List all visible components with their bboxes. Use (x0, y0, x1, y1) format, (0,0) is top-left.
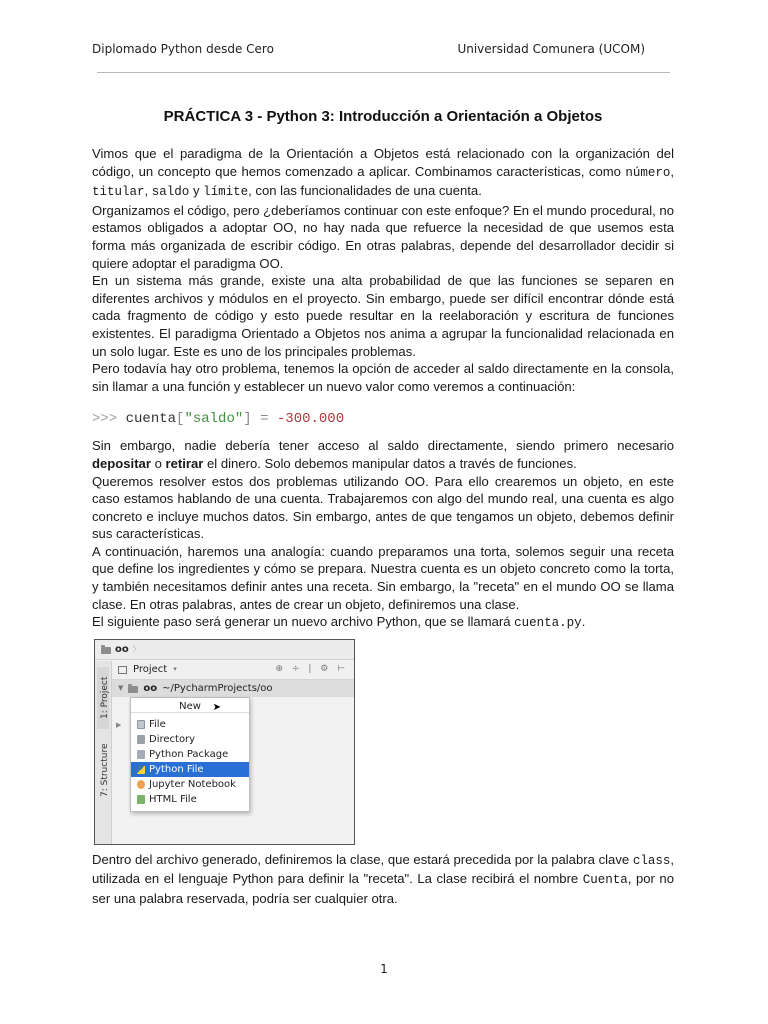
inline-code-titular: titular (92, 185, 145, 200)
code-value: -300.000 (276, 411, 345, 428)
side-tab-project[interactable]: 1: Project (97, 667, 109, 729)
paragraph-7: A continuación, haremos una analogía: cuando preparamos una torta, solemos seguir una receta que define los ingredientes y cómo se prepara. Nuestra cuenta es un objeto concreto como la torta, y también necesitamos definir antes una receta. Sin embargo, la "receta" en el mundo OO se llama clase. En otras palabras, antes de crear un objeto, definiremos una clase. (92, 543, 674, 612)
paragraph-text: y (189, 183, 204, 199)
document-body (92, 145, 674, 908)
code-bracket-open: [ (176, 411, 185, 428)
menu-header-label: New (179, 700, 201, 712)
paragraph-text: , (144, 183, 152, 199)
paragraph-8 (92, 613, 674, 633)
inline-code-limite: límite (203, 185, 249, 200)
paragraph-9 (92, 851, 674, 908)
paragraph-text: Vimos que el paradigma de la Orientación a Objetos está relacionado con la organización del código, un concepto que hemos comenzado a aplicar. Combinamos características, como (92, 146, 674, 179)
ide-side-panel (95, 661, 112, 844)
paragraph-text: el dinero. Solo debemos manipular datos a través de funciones. (203, 455, 577, 471)
breadcrumb-folder-name: oo (115, 643, 129, 655)
code-identifier: cuenta (125, 411, 177, 428)
document-title: PRÁCTICA 3 - Python 3: Introducción a Orientación a Objetos (163, 108, 603, 125)
inline-code-class: class (632, 853, 671, 868)
project-view-label[interactable]: Project (133, 664, 168, 676)
inline-code-filename: cuenta.py (514, 616, 582, 631)
paragraph-text: , con las funcionalidades de una cuenta. (248, 183, 482, 199)
code-assign: = (251, 411, 277, 428)
package-icon (137, 750, 145, 759)
folder-icon (101, 647, 111, 654)
header-left-text: Diplomado Python desde Cero (92, 42, 274, 56)
project-toolbar (112, 661, 354, 680)
page-header (92, 42, 645, 56)
collapsed-arrow-icon[interactable]: ▶ (116, 720, 122, 729)
menu-header-new (131, 698, 249, 713)
paragraph-text: Sin embargo, nadie debería tener acceso al saldo directamente, siendo primero necesario (92, 438, 674, 454)
paragraph-text: El siguiente paso será generar un nuevo archivo Python, que se llamará (92, 614, 515, 630)
inline-code-saldo: saldo (151, 185, 190, 200)
code-snippet (92, 410, 674, 428)
root-folder-name: oo (143, 682, 158, 694)
menu-item-label: Jupyter Notebook (149, 778, 236, 790)
html-file-icon (137, 795, 145, 804)
side-tab-structure[interactable]: 7: Structure (100, 743, 110, 797)
paragraph-text: , (670, 163, 674, 179)
dropdown-icon[interactable]: ▾ (173, 665, 177, 674)
inline-code-cuenta: Cuenta (582, 873, 628, 888)
toolbar-actions-icon[interactable]: ⊕ ÷ | ⚙ ⊢ (275, 664, 348, 675)
menu-item-label: HTML File (149, 793, 197, 805)
page-number: 1 (380, 962, 388, 976)
paragraph-2: Organizamos el código, pero ¿deberíamos continuar con este enfoque? En el mundo procedural, no estamos obligados a adoptar OO, no hay nada que refuerce la necesidad de que usemos esta forma más organizada de escribir código. En otras palabras, depende del desarrollador decidir si quiere adoptar el paradigma OO. (92, 202, 674, 271)
project-root-row[interactable] (112, 680, 354, 697)
menu-item-html-file[interactable] (131, 792, 249, 807)
menu-item-label: Python Package (149, 748, 229, 760)
expand-arrow-icon[interactable]: ▼ (118, 683, 124, 692)
inline-code-numero: número (625, 165, 671, 180)
paragraph-4: Pero todavía hay otro problema, tenemos la opción de acceder al saldo directamente en la consola, sin llamar a una función y establecer un nuevo valor como veremos a continuación: (92, 361, 674, 394)
menu-item-label: File (149, 718, 166, 730)
mouse-cursor-icon: ➤ (212, 701, 221, 713)
paragraph-text: , utilizada en el lenguaje Python para definir la "receta". La clase recibirá el nombre (92, 851, 674, 887)
paragraph-5 (92, 437, 674, 472)
ide-screenshot (94, 639, 355, 845)
paragraph-text: Dentro del archivo generado, definiremos la clase, que estará precedida por la palabra clave (92, 851, 633, 867)
bold-retirar: retirar (165, 455, 204, 471)
folder-icon (128, 686, 138, 693)
header-right-text: Universidad Comunera (UCOM) (457, 42, 645, 56)
ide-breadcrumb (95, 640, 354, 660)
paragraph-6: Queremos resolver estos dos problemas utilizando OO. Para ello crearemos un objeto, en este caso estamos hablando de una cuenta. Trabajaremos con algo del mundo real, una cuenta es algo concreto e incluye muchos datos. Sin embargo, antes de que tengamos un objeto, debemos definir sus características. (92, 473, 674, 542)
project-icon (118, 666, 127, 674)
chevron-right-icon: 〉 (132, 644, 140, 653)
code-prompt: >>> (92, 411, 118, 428)
header-divider (97, 72, 670, 73)
new-context-menu (130, 697, 250, 812)
file-icon (137, 720, 145, 729)
code-string: "saldo" (184, 411, 244, 428)
jupyter-icon (137, 780, 145, 789)
code-bracket-close: ] (243, 411, 252, 428)
paragraph-text: , por no ser una palabra reservada, podría ser cualquier otra. (92, 871, 675, 907)
menu-item-label: Python File (149, 763, 204, 775)
menu-item-label: Directory (149, 733, 196, 745)
bold-depositar: depositar (92, 455, 151, 471)
python-icon (137, 765, 145, 774)
paragraph-1 (92, 145, 674, 202)
root-folder-path: ~/PycharmProjects/oo (162, 682, 273, 694)
paragraph-text: . (581, 614, 586, 630)
paragraph-3: En un sistema más grande, existe una alta probabilidad de que las funciones se separen en diferentes archivos y módulos en el proyecto. Sin embargo, puede ser difícil encontrar dónde está cada fragmento de código y esto puede resultar en la reelaboración y escritura de funciones existentes. El paradigma Orientado a Objetos nos anima a agrupar la funcionalidad relacionada en un solo lugar. Este es uno de los principales problemas. (92, 273, 674, 359)
paragraph-text: o (150, 455, 166, 471)
directory-icon (137, 735, 145, 744)
